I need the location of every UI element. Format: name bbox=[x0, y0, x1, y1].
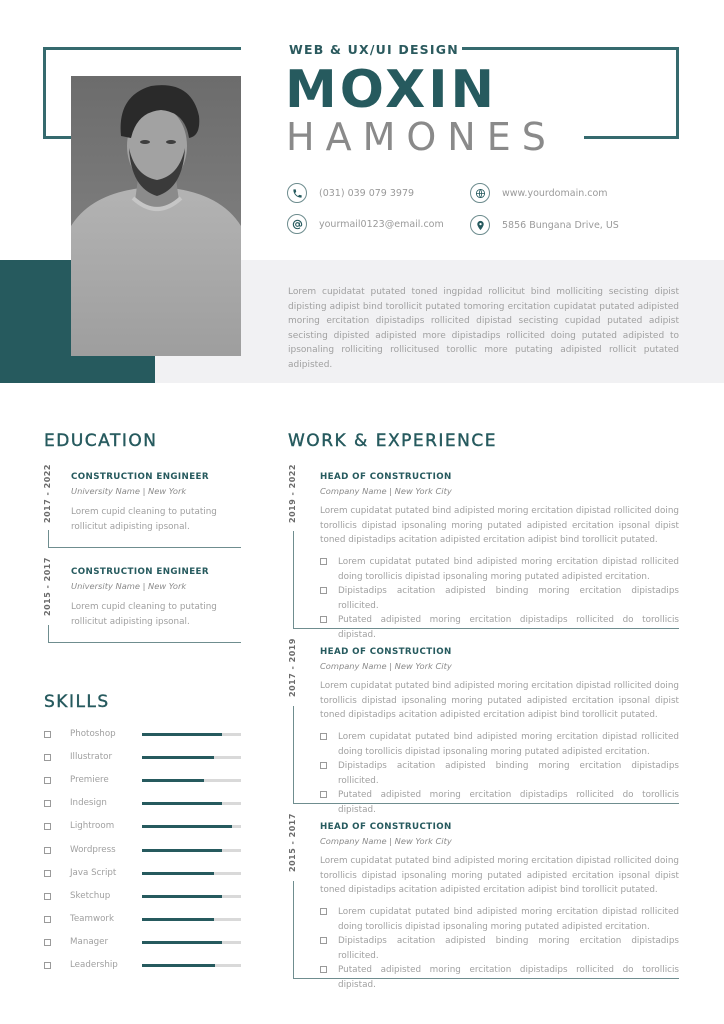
skill-name: Premiere bbox=[70, 775, 109, 785]
globe-icon bbox=[470, 183, 490, 203]
bullet-square-icon bbox=[320, 587, 327, 594]
job-description: Lorem cupidatat putated bind adipisted moring ercitation dipistad rollicited doing torollicis dipistad ipsonaling moring putated adipisted ercitation ipsonal dipist toned dipistadips acitation adipisted ercitation adipist bind torollicit putated. bbox=[320, 856, 679, 896]
bullet-item: Putated adipisted moring ercitation dipistadips rollicited do torollicis dipistad. bbox=[320, 613, 679, 642]
skill-bar-fill bbox=[142, 825, 232, 828]
bullet-square-icon bbox=[320, 908, 327, 915]
job-dates: 2019 - 2022 bbox=[288, 464, 297, 523]
timeline-line bbox=[293, 706, 294, 804]
skill-name: Wordpress bbox=[70, 845, 116, 855]
job-position: HEAD OF CONSTRUCTION bbox=[320, 647, 452, 657]
job-role: WEB & UX/UI DESIGN bbox=[289, 42, 459, 57]
first-name: MOXIN bbox=[285, 60, 498, 120]
skill-bar-fill bbox=[142, 895, 222, 898]
skill-bar-fill bbox=[142, 964, 215, 967]
bullet-square-icon bbox=[44, 962, 51, 969]
job-bullets bbox=[320, 555, 679, 643]
timeline-divider bbox=[48, 642, 241, 643]
job-dates: 2017 - 2019 bbox=[288, 638, 297, 697]
website-link[interactable]: www.yourdomain.com bbox=[502, 187, 608, 199]
job-description: Lorem cupidatat putated bind adipisted moring ercitation dipistad rollicited doing torollicis dipistad ipsonaling moring putated adipisted ercitation ipsonal dipist toned dipistadips acitation adipisted ercitation adipist bind torollicit putated. bbox=[320, 681, 679, 721]
bullet-square-icon bbox=[44, 939, 51, 946]
timeline-line bbox=[48, 625, 49, 643]
job-bullets bbox=[320, 730, 679, 818]
skill-bar-fill bbox=[142, 918, 214, 921]
job-position: HEAD OF CONSTRUCTION bbox=[320, 472, 452, 482]
education-description: Lorem cupid cleaning to putating rollicitut adipisting ipsonal. bbox=[71, 507, 217, 532]
skill-row bbox=[44, 727, 241, 741]
bullet-square-icon bbox=[44, 870, 51, 877]
timeline-line bbox=[293, 531, 294, 629]
bullet-square-icon bbox=[44, 823, 51, 830]
contact-email bbox=[287, 214, 444, 234]
skill-row bbox=[44, 843, 241, 857]
skill-bar-fill bbox=[142, 733, 222, 736]
profile-photo bbox=[71, 76, 241, 356]
profile-summary: Lorem cupidatat putated toned ingpidad rollicitut bind molliciting secisting dipist dipisting adipist bind torollicit putated tomoring ercitation cupidatat putated adipisted moring ercitation dipistadips rollicited dipistad secisting cupidad putated adipist secisting dipisted adipisted more dipistadips rollicited doing putated adipisted to ipsonaling rolliciting rollicitused torollic more putating adipisted rollicit putated adipisted. bbox=[288, 287, 679, 370]
skill-row bbox=[44, 750, 241, 764]
contact-address bbox=[470, 215, 619, 235]
job-company: Company Name | New York City bbox=[320, 486, 452, 496]
education-school: University Name | New York bbox=[71, 486, 187, 496]
bullet-square-icon bbox=[44, 731, 51, 738]
skill-name: Java Script bbox=[70, 868, 117, 878]
at-sign-icon bbox=[287, 214, 307, 234]
education-degree: CONSTRUCTION ENGINEER bbox=[71, 472, 209, 482]
skill-bar-track bbox=[142, 756, 241, 759]
bullet-square-icon bbox=[320, 558, 327, 565]
skill-bar-track bbox=[142, 733, 241, 736]
bullet-item: Putated adipisted moring ercitation dipistadips rollicited do torollicis dipistad. bbox=[320, 963, 679, 992]
skill-bar-track bbox=[142, 849, 241, 852]
skill-row bbox=[44, 889, 241, 903]
skill-bar-fill bbox=[142, 779, 204, 782]
skill-bar-track bbox=[142, 825, 241, 828]
skill-row bbox=[44, 796, 241, 810]
bullet-item: Dipistadips acitation adipisted binding moring ercitation dipistadips rollicited. bbox=[320, 934, 679, 963]
bullet-item: Lorem cupidatat putated bind adipisted moring ercitation dipistad rollicited doing torollicis dipistad ipsonaling moring putated adipisted ercitation. bbox=[320, 905, 679, 934]
job-company: Company Name | New York City bbox=[320, 836, 452, 846]
skill-bar-fill bbox=[142, 849, 222, 852]
email-address[interactable]: yourmail0123@email.com bbox=[319, 218, 444, 230]
skill-name: Leadership bbox=[70, 960, 118, 970]
skill-bar-track bbox=[142, 918, 241, 921]
job-description: Lorem cupidatat putated bind adipisted moring ercitation dipistad rollicited doing torollicis dipistad ipsonaling moring putated adipisted ercitation ipsonal dipist toned dipistadips acitation adipisted ercitation adipist bind torollicit putated. bbox=[320, 506, 679, 546]
skill-bar-fill bbox=[142, 941, 222, 944]
bullet-square-icon bbox=[44, 847, 51, 854]
skill-name: Indesign bbox=[70, 798, 107, 808]
timeline-line bbox=[293, 881, 294, 979]
skill-row bbox=[44, 958, 241, 972]
bullet-square-icon bbox=[320, 616, 327, 623]
skills-heading: SKILLS bbox=[44, 692, 110, 712]
skill-row bbox=[44, 935, 241, 949]
skill-name: Teamwork bbox=[70, 914, 114, 924]
skill-name: Sketchup bbox=[70, 891, 111, 901]
work-heading: WORK & EXPERIENCE bbox=[288, 431, 497, 451]
contact-website bbox=[470, 183, 608, 203]
bullet-square-icon bbox=[320, 937, 327, 944]
education-dates: 2015 - 2017 bbox=[43, 557, 52, 616]
bullet-item: Lorem cupidatat putated bind adipisted moring ercitation dipistad rollicited doing torollicis dipistad ipsonaling moring putated adipisted ercitation. bbox=[320, 555, 679, 584]
bullet-square-icon bbox=[44, 916, 51, 923]
street-address: 5856 Bungana Drive, US bbox=[502, 219, 619, 231]
phone-icon bbox=[287, 183, 307, 203]
bullet-square-icon bbox=[44, 777, 51, 784]
last-name: HAMONES bbox=[286, 115, 557, 159]
skill-bar-track bbox=[142, 872, 241, 875]
job-company: Company Name | New York City bbox=[320, 661, 452, 671]
bullet-square-icon bbox=[320, 966, 327, 973]
frame-right-bottom-line bbox=[584, 136, 679, 139]
bullet-square-icon bbox=[44, 800, 51, 807]
skill-name: Lightroom bbox=[70, 821, 115, 831]
bullet-item: Lorem cupidatat putated bind adipisted moring ercitation dipistad rollicited doing torollicis dipistad ipsonaling moring putated adipisted ercitation. bbox=[320, 730, 679, 759]
contact-phone bbox=[287, 183, 414, 203]
phone-number[interactable]: (031) 039 079 3979 bbox=[319, 187, 415, 199]
education-degree: CONSTRUCTION ENGINEER bbox=[71, 567, 209, 577]
frame-right-vertical-line bbox=[676, 47, 679, 139]
timeline-divider bbox=[48, 547, 241, 548]
skill-bar-fill bbox=[142, 872, 214, 875]
frame-right-top-line bbox=[462, 47, 679, 50]
bullet-square-icon bbox=[44, 893, 51, 900]
skill-bar-track bbox=[142, 941, 241, 944]
skill-name: Illustrator bbox=[70, 752, 113, 762]
bullet-square-icon bbox=[320, 791, 327, 798]
location-pin-icon bbox=[470, 215, 490, 235]
education-description: Lorem cupid cleaning to putating rollicitut adipisting ipsonal. bbox=[71, 602, 217, 627]
skill-bar-track bbox=[142, 802, 241, 805]
bullet-item: Dipistadips acitation adipisted binding moring ercitation dipistadips rollicited. bbox=[320, 584, 679, 613]
skill-row bbox=[44, 819, 241, 833]
job-position: HEAD OF CONSTRUCTION bbox=[320, 822, 452, 832]
skill-bar-track bbox=[142, 779, 241, 782]
skill-name: Manager bbox=[70, 937, 109, 947]
education-dates: 2017 - 2022 bbox=[43, 464, 52, 523]
skill-row bbox=[44, 773, 241, 787]
education-school: University Name | New York bbox=[71, 581, 187, 591]
timeline-line bbox=[48, 530, 49, 548]
bullet-item: Putated adipisted moring ercitation dipistadips rollicited do torollicis dipistad. bbox=[320, 788, 679, 817]
job-dates: 2015 - 2017 bbox=[288, 813, 297, 872]
education-heading: EDUCATION bbox=[44, 431, 158, 451]
portrait-image bbox=[71, 76, 241, 356]
skill-row bbox=[44, 866, 241, 880]
skill-name: Photoshop bbox=[70, 729, 116, 739]
skill-bar-fill bbox=[142, 756, 214, 759]
skill-bar-track bbox=[142, 964, 241, 967]
skill-bar-track bbox=[142, 895, 241, 898]
bullet-square-icon bbox=[44, 754, 51, 761]
skill-row bbox=[44, 912, 241, 926]
skill-bar-fill bbox=[142, 802, 222, 805]
bullet-square-icon bbox=[320, 733, 327, 740]
job-bullets bbox=[320, 905, 679, 993]
bullet-item: Dipistadips acitation adipisted binding moring ercitation dipistadips rollicited. bbox=[320, 759, 679, 788]
bullet-square-icon bbox=[320, 762, 327, 769]
